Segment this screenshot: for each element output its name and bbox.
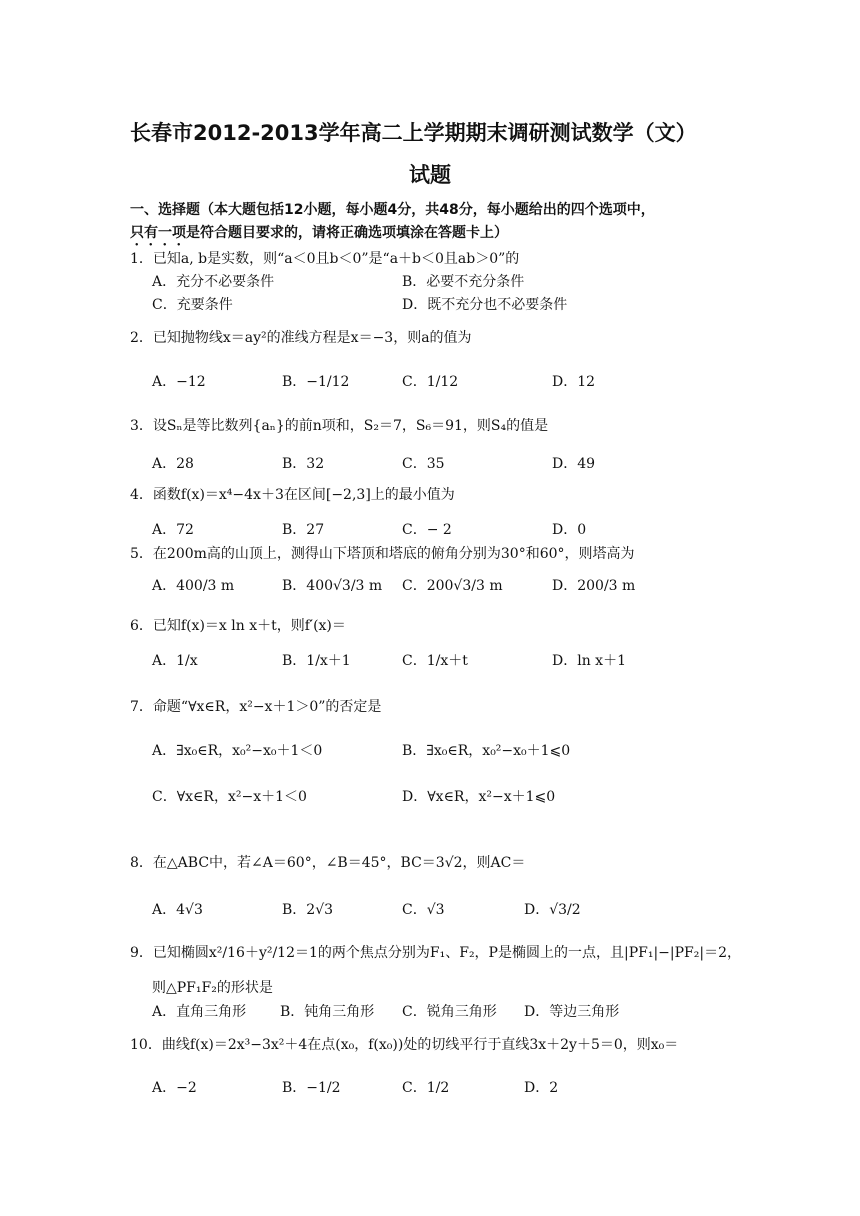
q7-option-b: B．∃x₀∈R，x₀²−x₀＋1⩽0 <box>402 743 571 759</box>
q1-option-b: B．必要不充分条件 <box>402 274 525 290</box>
q9-option-a: A．直角三角形 <box>152 1004 247 1020</box>
q10-option-b: B．−1/2 <box>282 1080 341 1096</box>
q7-option-a: A．∃x₀∈R，x₀²−x₀＋1＜0 <box>152 743 323 759</box>
q4-option-d: D．0 <box>552 522 587 538</box>
question-10-stem: 10．曲线f(x)＝2x³−3x²＋4在点(x₀，f(x₀))处的切线平行于直线3x＋2y＋5＝0，则x₀＝ <box>130 1037 679 1053</box>
q1-option-c: C．充要条件 <box>152 297 233 313</box>
question-1-stem: 1．已知a, b是实数，则“a＜0且b＜0”是“a＋b＜0且ab＞0”的 <box>130 251 520 267</box>
q5-option-c: C．200√3/3 m <box>402 578 503 594</box>
q8-option-b: B．2√3 <box>282 902 334 918</box>
question-5-stem: 5．在200m高的山顶上，测得山下塔顶和塔底的俯角分别为30°和60°，则塔高为 <box>130 546 635 562</box>
q10-option-a: A．−2 <box>152 1080 197 1096</box>
question-9-stem-line2: 则△PF₁F₂的形状是 <box>152 980 273 996</box>
q8-option-a: A．4√3 <box>152 902 203 918</box>
q8-option-d: D．√3/2 <box>524 902 581 918</box>
q2-option-d: D．12 <box>552 374 596 390</box>
q5-option-d: D．200/3 m <box>552 578 636 594</box>
q6-option-b: B．1/x＋1 <box>282 653 351 669</box>
q4-option-c: C．− 2 <box>402 522 452 538</box>
q3-option-a: A．28 <box>152 456 194 472</box>
q6-option-c: C．1/x＋t <box>402 653 468 669</box>
q10-option-c: C．1/2 <box>402 1080 450 1096</box>
q6-option-a: A．1/x <box>152 653 198 669</box>
question-3-stem: 3．设Sₙ是等比数列{aₙ}的前n项和，S₂＝7，S₆＝91，则S₄的值是 <box>130 418 549 434</box>
q4-option-a: A．72 <box>152 522 194 538</box>
q5-option-b: B．400√3/3 m <box>282 578 383 594</box>
q7-option-c: C．∀x∈R，x²−x＋1＜0 <box>152 789 307 805</box>
q1-option-d: D．既不充分也不必要条件 <box>402 297 568 313</box>
q7-option-d: D．∀x∈R，x²−x＋1⩽0 <box>402 789 556 805</box>
question-8-stem: 8．在△ABC中，若∠A＝60°，∠B＝45°，BC＝3√2，则AC＝ <box>130 855 526 871</box>
question-9-stem: 9．已知椭圆x²/16＋y²/12＝1的两个焦点分别为F₁、F₂，P是椭圆上的一点，且|PF₁|−|PF₂|＝2， <box>130 945 741 961</box>
q2-option-b: B．−1/12 <box>282 374 350 390</box>
question-6-stem: 6．已知f(x)＝x ln x＋t，则f′(x)＝ <box>130 618 346 634</box>
q2-option-c: C．1/12 <box>402 374 459 390</box>
section-heading: 一、选择题（本大题包括12小题，每小题4分，共48分，每小题给出的四个选项中， <box>130 202 655 218</box>
q9-option-b: B．钝角三角形 <box>280 1004 375 1020</box>
q1-option-a: A．充分不必要条件 <box>152 274 275 290</box>
page-title: 长春市2012-2013学年高二上学期期末调研测试数学（文） <box>130 121 697 145</box>
q3-option-d: D．49 <box>552 456 596 472</box>
question-2-stem: 2．已知抛物线x＝ay²的准线方程是x＝−3，则a的值为 <box>130 330 472 346</box>
q3-option-b: B．32 <box>282 456 325 472</box>
q2-option-a: A．−12 <box>152 374 206 390</box>
q8-option-c: C．√3 <box>402 902 445 918</box>
section-text: 是符合题目要求的，请将正确选项填涂在答题卡上） <box>186 225 508 241</box>
q10-option-d: D．2 <box>524 1080 559 1096</box>
section-heading-line2 <box>130 222 508 249</box>
q9-option-d: D．等边三角形 <box>524 1004 620 1020</box>
q6-option-d: D．ln x＋1 <box>552 653 626 669</box>
q3-option-c: C．35 <box>402 456 445 472</box>
q9-option-c: C．锐角三角形 <box>402 1004 497 1020</box>
page-title-line2: 试题 <box>409 163 451 187</box>
question-7-stem: 7．命题“∀x∈R，x²−x＋1＞0”的否定是 <box>130 699 382 715</box>
q5-option-a: A．400/3 m <box>152 578 235 594</box>
question-4-stem: 4．函数f(x)＝x⁴−4x＋3在区间[−2,3]上的最小值为 <box>130 487 455 503</box>
q4-option-b: B．27 <box>282 522 325 538</box>
emphasis-text: 只有一项 <box>130 225 186 241</box>
